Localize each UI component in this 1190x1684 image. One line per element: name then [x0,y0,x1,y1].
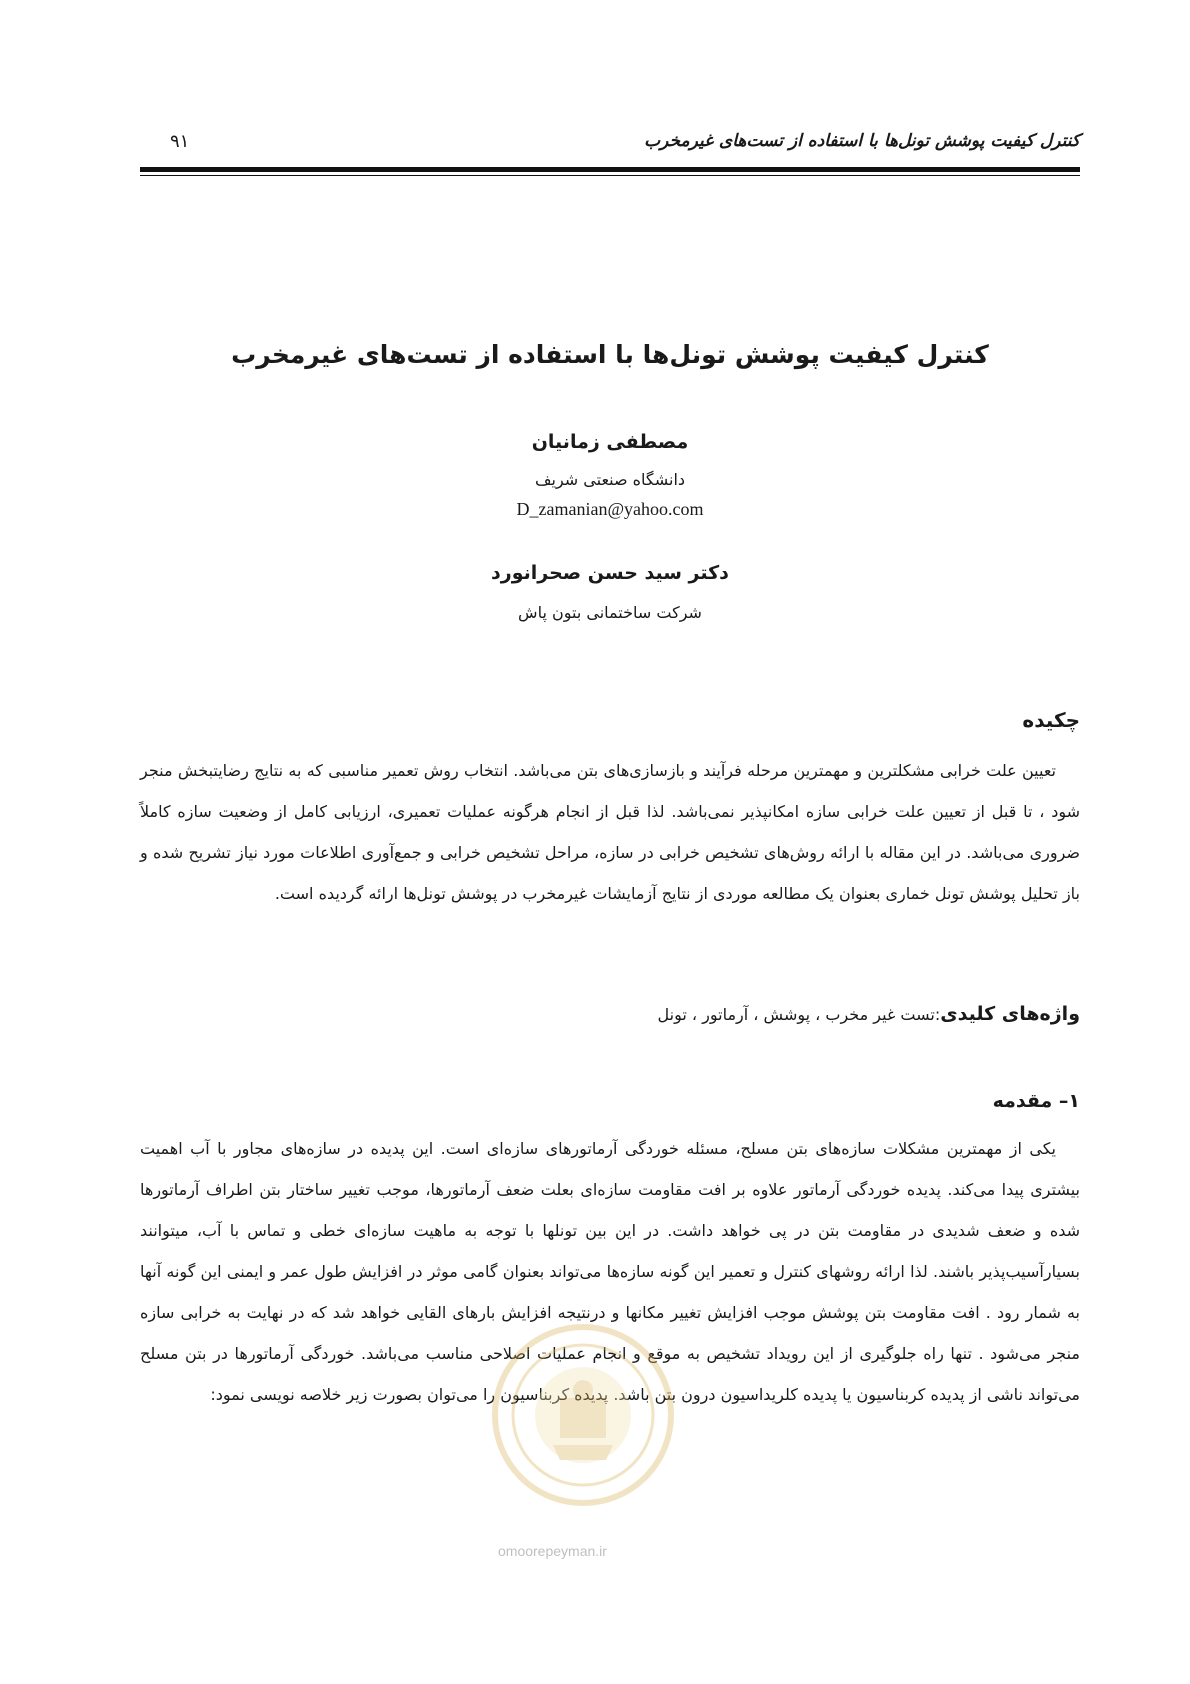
page-header [140,118,1080,158]
abstract-paragraph [140,750,1080,914]
header-rule-thin [140,175,1080,176]
author-name-1: مصطفی زمانیان [531,431,689,453]
header-rule-thick [140,167,1080,172]
abstract-heading: چکیده [1022,708,1080,732]
watermark-url: omoorepeyman.ir [498,1543,607,1559]
abstract-text: تعیین علت خرابی مشکلترین و مهمترین مرحله فرآیند و بازسازی‌های بتن می‌باشد. انتخاب روش تعمیر مناسبی که به نتایج رضایتبخش منجر شود ، تا قبل از تعیین علت خرابی سازه امکانپذیر نمی‌باشد. لذا قبل از انجام هرگونه عملیات تعمیری، ارزیابی کامل از وضعیت سازه کاملاً ضروری می‌باشد. در این مقاله با ارائه روش‌های تشخیص خرابی در سازه، مراحل تشخیص خرابی و جمع‌آوری اطلاعات مورد نیاز تشریح شده و باز تحلیل پوشش تونل خماری بعنوان یک مطالعه موردی از نتایج آزمایشات غیرمخرب در پوشش تونل‌ها ارائه گردیده است. [140,761,1080,903]
keywords-line [658,1003,1080,1025]
paper-title: کنترل کیفیت پوشش تونل‌ها با استفاده از تست‌های غیرمخرب [231,340,989,369]
keywords-label: واژه‌های کلیدی [940,1003,1080,1025]
author-affiliation-1: دانشگاه صنعتی شریف [534,470,686,489]
author-name-2: دکتر سید حسن صحرانورد [491,562,729,584]
intro-heading: ۱– مقدمه [992,1090,1080,1112]
running-title: کنترل کیفیت پوشش تونل‌ها با استفاده از تست‌های غیرمخرب [644,131,1080,151]
intro-text: یکی از مهمترین مشکلات سازه‌های بتن مسلح، مسئله خوردگی آرماتورهای سازه‌ای است. این پدیده در سازه‌های مجاور با آب اهمیت بیشتری پیدا می‌کند. پدیده خوردگی آرماتور علاوه بر افت مقاومت سازه‌ای بعلت ضعف آرماتورها، موجب تغییر ساختار بتن اطراف آرماتورها شده و ضعف شدیدی در مقاومت بتن در پی خواهد داشت. در این بین تونلها با توجه به ماهیت سازه‌ای خطی و تماس با آب، میتوانند بسیارآسیب‌پذیر باشند. لذا ارائه روشهای کنترل و تعمیر این گونه سازه‌ها می‌تواند بعنوان گامی موثر در افزایش طول عمر و ایمنی این گونه آنها به شمار رود . افت مقاومت بتن پوشش موجب افزایش تغییر مکانها و درنتیجه افزایش بارهای القایی خواهد شد که در نهایت به خرابی سازه منجر می‌شود . تنها راه جلوگیری از این رویداد تشخیص به موقع و انجام عملیات اصلاحی مناسب می‌باشد. خوردگی آرماتورها در بتن مسلح می‌تواند ناشی از پدیده کربناسیون یا پدیده کلریداسیون درون بتن باشد. پدیده کربناسیون را می‌توان بصورت زیر خلاصه نویسی نمود: [140,1139,1080,1404]
keywords-text: :تست غیر مخرب ، پوشش ، آرماتور ، تونل [657,1005,941,1024]
page-number: ۹۱ [170,131,190,152]
author-affiliation-2: شرکت ساختمانی بتون پاش [518,603,702,622]
author-email-1: D_zamanian@yahoo.com [516,499,704,519]
watermark-seal-icon [488,1320,678,1510]
